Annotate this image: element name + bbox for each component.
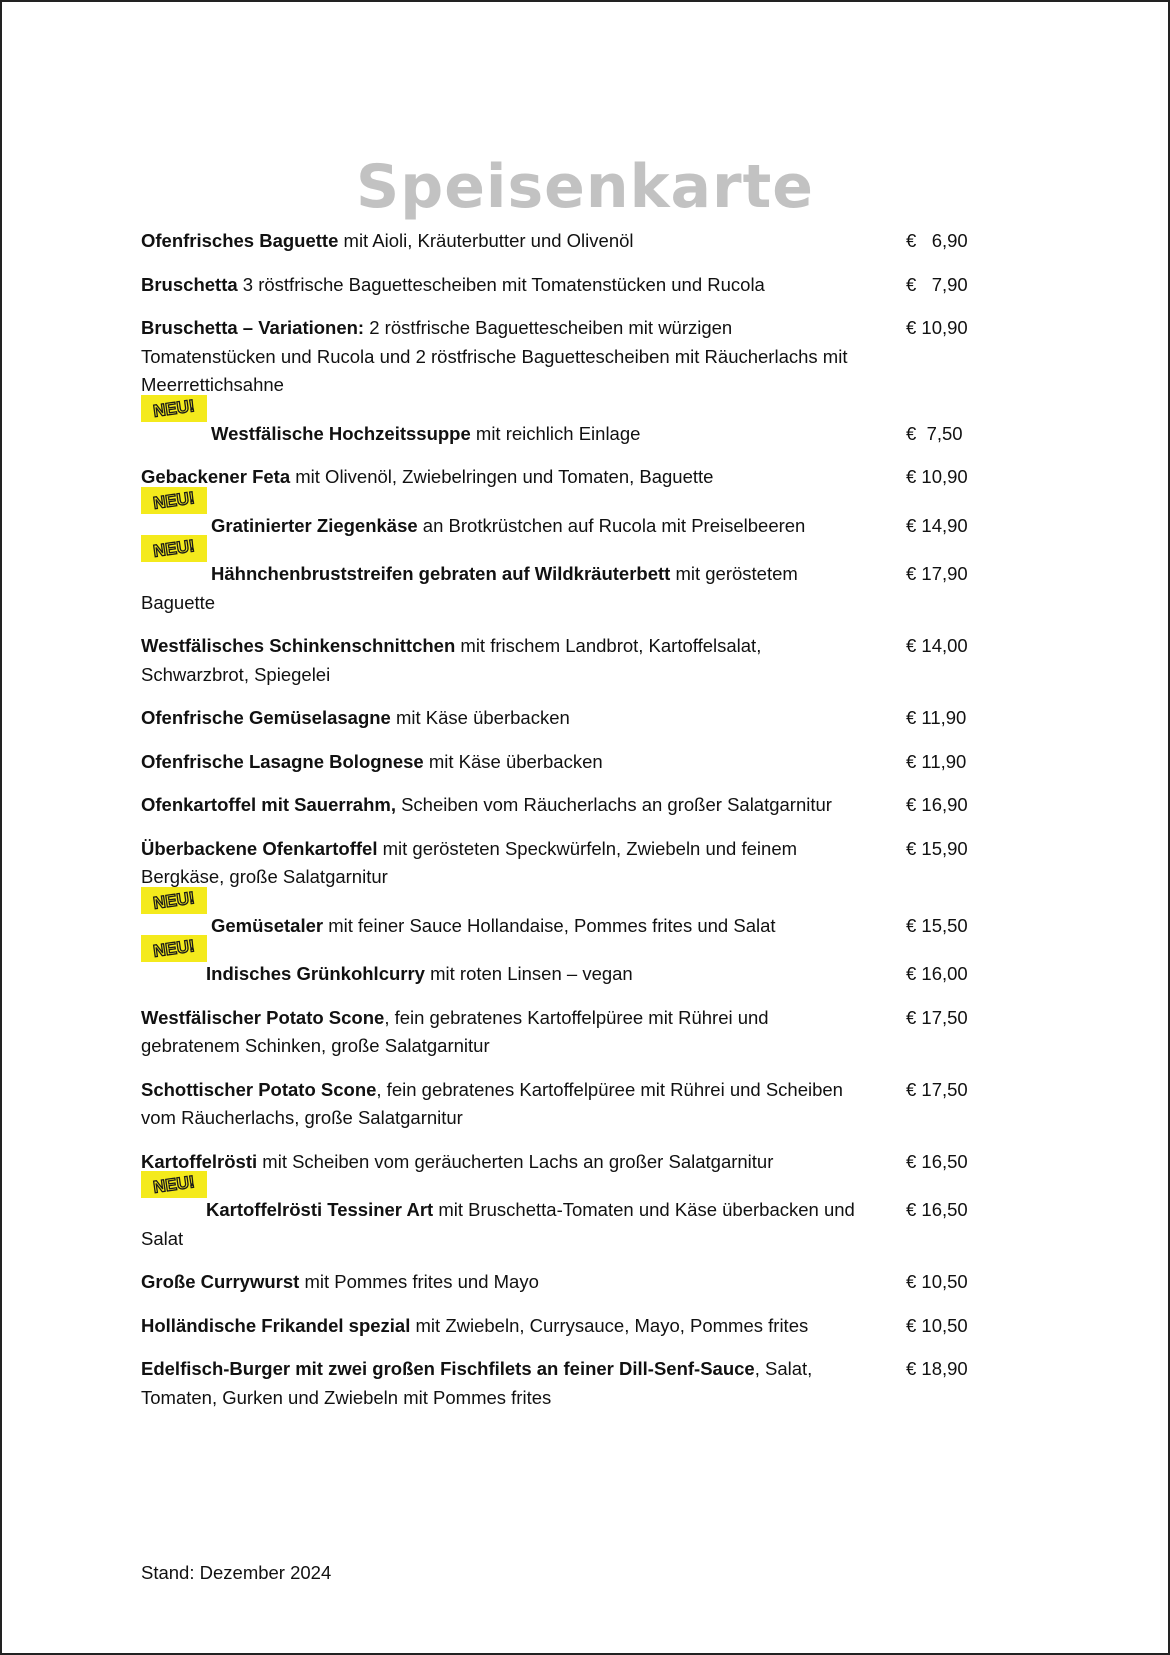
menu-item-details: , fein gebratenes Kartoffelpüree mit Rührei und Scheiben vom Räucherlachs, große Salatgarnitur [141, 1078, 843, 1128]
menu-item-description [141, 512, 871, 541]
menu-item [141, 1268, 1021, 1297]
menu-item-name: Überbackene Ofenkartoffel [141, 837, 378, 859]
menu-item-price: € 7,90 [906, 273, 968, 295]
menu-item-name: Gratinierter Ziegenkäse [211, 514, 418, 536]
menu-item-description [141, 463, 871, 492]
menu-item-name: Ofenkartoffel mit Sauerrahm, [141, 794, 396, 815]
footer-date: Stand: Dezember 2024 [141, 1562, 332, 1583]
menu-item [141, 395, 1021, 449]
menu-item-price: € 11,90 [906, 750, 967, 772]
menu-item-price: € 17,50 [906, 1006, 968, 1028]
menu-item-description [141, 748, 871, 777]
menu-item-details: mit geröstetem Baguette [141, 563, 798, 613]
menu-item-description [141, 314, 871, 400]
menu-item [141, 632, 1021, 689]
menu-item-description [141, 835, 871, 892]
svg-text:NEU!: NEU! [152, 1172, 196, 1197]
menu-item-price: € 11,90 [906, 707, 967, 728]
svg-text:NEU!: NEU! [152, 536, 196, 561]
menu-item-name: Bruschetta – Variationen: [141, 317, 365, 338]
menu-item-price: € 16,50 [906, 1199, 968, 1220]
menu-item-description [141, 960, 871, 989]
menu-item-name: Kartoffelrösti Tessiner Art [206, 1199, 434, 1220]
menu-item-details: mit feiner Sauce Hollandaise, Pommes frites und Salat [323, 914, 776, 936]
menu-item-name: Schottischer Potato Scone [141, 1078, 377, 1100]
menu-item-details: mit Scheiben vom geräucherten Lachs an großer Salatgarnitur [257, 1150, 774, 1172]
menu-item-price: € 18,90 [906, 1358, 968, 1379]
menu-item-details: 3 röstfrische Baguettescheiben mit Tomatenstücken und Rucola [237, 273, 765, 295]
svg-text:NEU!: NEU! [152, 395, 196, 421]
menu-item-name: Ofenfrische Lasagne Bolognese [141, 750, 424, 772]
menu-item-price: € 16,00 [906, 963, 968, 984]
menu-item-details: 2 röstfrische Baguettescheiben mit würzigen Tomatenstücken und Rucola und 2 röstfrische Baguettescheiben mit Räucherlachs mit Meerrettichsahne [141, 317, 848, 395]
menu-item-name: Gemüsetaler [211, 914, 324, 936]
menu-item [141, 704, 1021, 733]
menu-item-name: Hähnchenbruststreifen gebraten auf Wildkräuterbett [211, 563, 671, 584]
menu-item-description [141, 791, 871, 820]
new-badge-icon [141, 1171, 207, 1198]
menu-item-price: € 15,50 [906, 914, 968, 936]
menu-item-price: € 16,90 [906, 794, 968, 815]
menu-item-name: Kartoffelrösti [141, 1150, 258, 1172]
menu-item-description [141, 632, 871, 689]
svg-text:NEU!: NEU! [152, 487, 196, 513]
svg-text:NEU!: NEU! [152, 887, 196, 913]
menu-item-price: € 6,90 [906, 230, 968, 251]
menu-item [141, 1076, 1021, 1133]
menu-item [141, 227, 1021, 256]
menu-item-details: mit Bruschetta-Tomaten und Käse überbacken und Salat [141, 1199, 855, 1249]
menu-item-description [141, 420, 871, 449]
menu-item-description [141, 1076, 871, 1133]
menu-item-details: mit Zwiebeln, Currysauce, Mayo, Pommes frites [410, 1314, 809, 1336]
menu-item-price: € 16,50 [906, 1150, 968, 1172]
menu-item [141, 1312, 1021, 1341]
menu-item-description [141, 704, 871, 733]
svg-text:NEU!: NEU! [152, 936, 196, 961]
new-badge-icon [141, 395, 207, 422]
menu-item-name: Ofenfrische Gemüselasagne [141, 707, 391, 728]
menu-item [141, 1148, 1021, 1177]
new-badge-icon [141, 487, 207, 514]
menu-item-description [141, 1268, 871, 1297]
menu-item-details: Scheiben vom Räucherlachs an großer Salatgarnitur [395, 794, 832, 815]
menu-item-description [141, 1312, 871, 1341]
menu-item-details: an Brotkrüstchen auf Rucola mit Preiselbeeren [417, 514, 806, 536]
menu-item-details: mit Pommes frites und Mayo [299, 1271, 539, 1292]
menu-item-name: Große Currywurst [141, 1271, 300, 1292]
menu-item-description [141, 912, 871, 941]
menu-item-price: € 10,90 [906, 317, 968, 338]
menu-item [141, 835, 1021, 892]
menu-item-price: € 15,90 [906, 837, 968, 859]
menu-item-price: € 10,50 [906, 1271, 968, 1292]
menu-item-price: € 10,50 [906, 1314, 968, 1336]
menu-item-price: € 17,50 [906, 1078, 968, 1100]
menu-item [141, 1004, 1021, 1061]
menu-item-details: mit reichlich Einlage [470, 422, 641, 444]
menu-item [141, 936, 1021, 989]
new-badge-icon [141, 887, 207, 914]
menu-item-details: mit Olivenöl, Zwiebelringen und Tomaten, Baguette [290, 466, 714, 487]
menu-list [141, 227, 1021, 1427]
new-badge-icon [141, 535, 207, 562]
menu-item-details: mit roten Linsen – vegan [424, 963, 633, 984]
menu-item-description [141, 227, 871, 256]
menu-item [141, 536, 1021, 617]
menu-item-price: € 17,90 [906, 563, 968, 584]
menu-item [141, 487, 1021, 541]
menu-item-price: € 7,50 [906, 422, 963, 444]
menu-item [141, 887, 1021, 941]
menu-item-name: Indisches Grünkohlcurry [206, 963, 425, 984]
menu-item-description [141, 1355, 871, 1412]
menu-item [141, 463, 1021, 492]
menu-item-price: € 14,00 [906, 635, 968, 656]
menu-item-name: Gebackener Feta [141, 466, 291, 487]
menu-item-price: € 10,90 [906, 466, 968, 487]
menu-item-name: Edelfisch-Burger mit zwei großen Fischfilets an feiner Dill-Senf-Sauce [141, 1358, 755, 1379]
menu-item-name: Westfälische Hochzeitssuppe [211, 422, 471, 444]
menu-item-name: Bruschetta [141, 273, 238, 295]
menu-item-description [141, 271, 871, 300]
menu-item-details: mit Aioli, Kräuterbutter und Olivenöl [338, 230, 634, 251]
menu-item-name: Westfälischer Potato Scone [141, 1006, 385, 1028]
menu-item-price: € 14,90 [906, 514, 968, 536]
menu-item-description [141, 1148, 871, 1177]
menu-item [141, 791, 1021, 820]
menu-item-details: , fein gebratenes Kartoffelpüree mit Rührei und gebratenem Schinken, große Salatgarnitur [141, 1006, 769, 1056]
new-badge-icon [141, 935, 207, 962]
menu-item-name: Ofenfrisches Baguette [141, 230, 339, 251]
menu-item-name: Westfälisches Schinkenschnittchen [141, 635, 456, 656]
menu-item-details: mit Käse überbacken [423, 750, 603, 772]
menu-item-details: mit frischem Landbrot, Kartoffelsalat, Schwarzbrot, Spiegelei [141, 635, 762, 685]
menu-item [141, 1172, 1021, 1253]
menu-item [141, 271, 1021, 300]
menu-item-description [141, 1196, 871, 1253]
menu-item-description [141, 560, 871, 617]
menu-item-name: Holländische Frikandel spezial [141, 1314, 411, 1336]
page-title: Speisenkarte [356, 152, 814, 222]
menu-item-details: , Salat, Tomaten, Gurken und Zwiebeln mit Pommes frites [141, 1358, 813, 1408]
menu-item-details: mit gerösteten Speckwürfeln, Zwiebeln und feinem Bergkäse, große Salatgarnitur [141, 837, 798, 887]
menu-item-description [141, 1004, 871, 1061]
menu-item [141, 1355, 1021, 1412]
menu-item-details: mit Käse überbacken [390, 707, 570, 728]
menu-item [141, 314, 1021, 400]
menu-item [141, 748, 1021, 777]
